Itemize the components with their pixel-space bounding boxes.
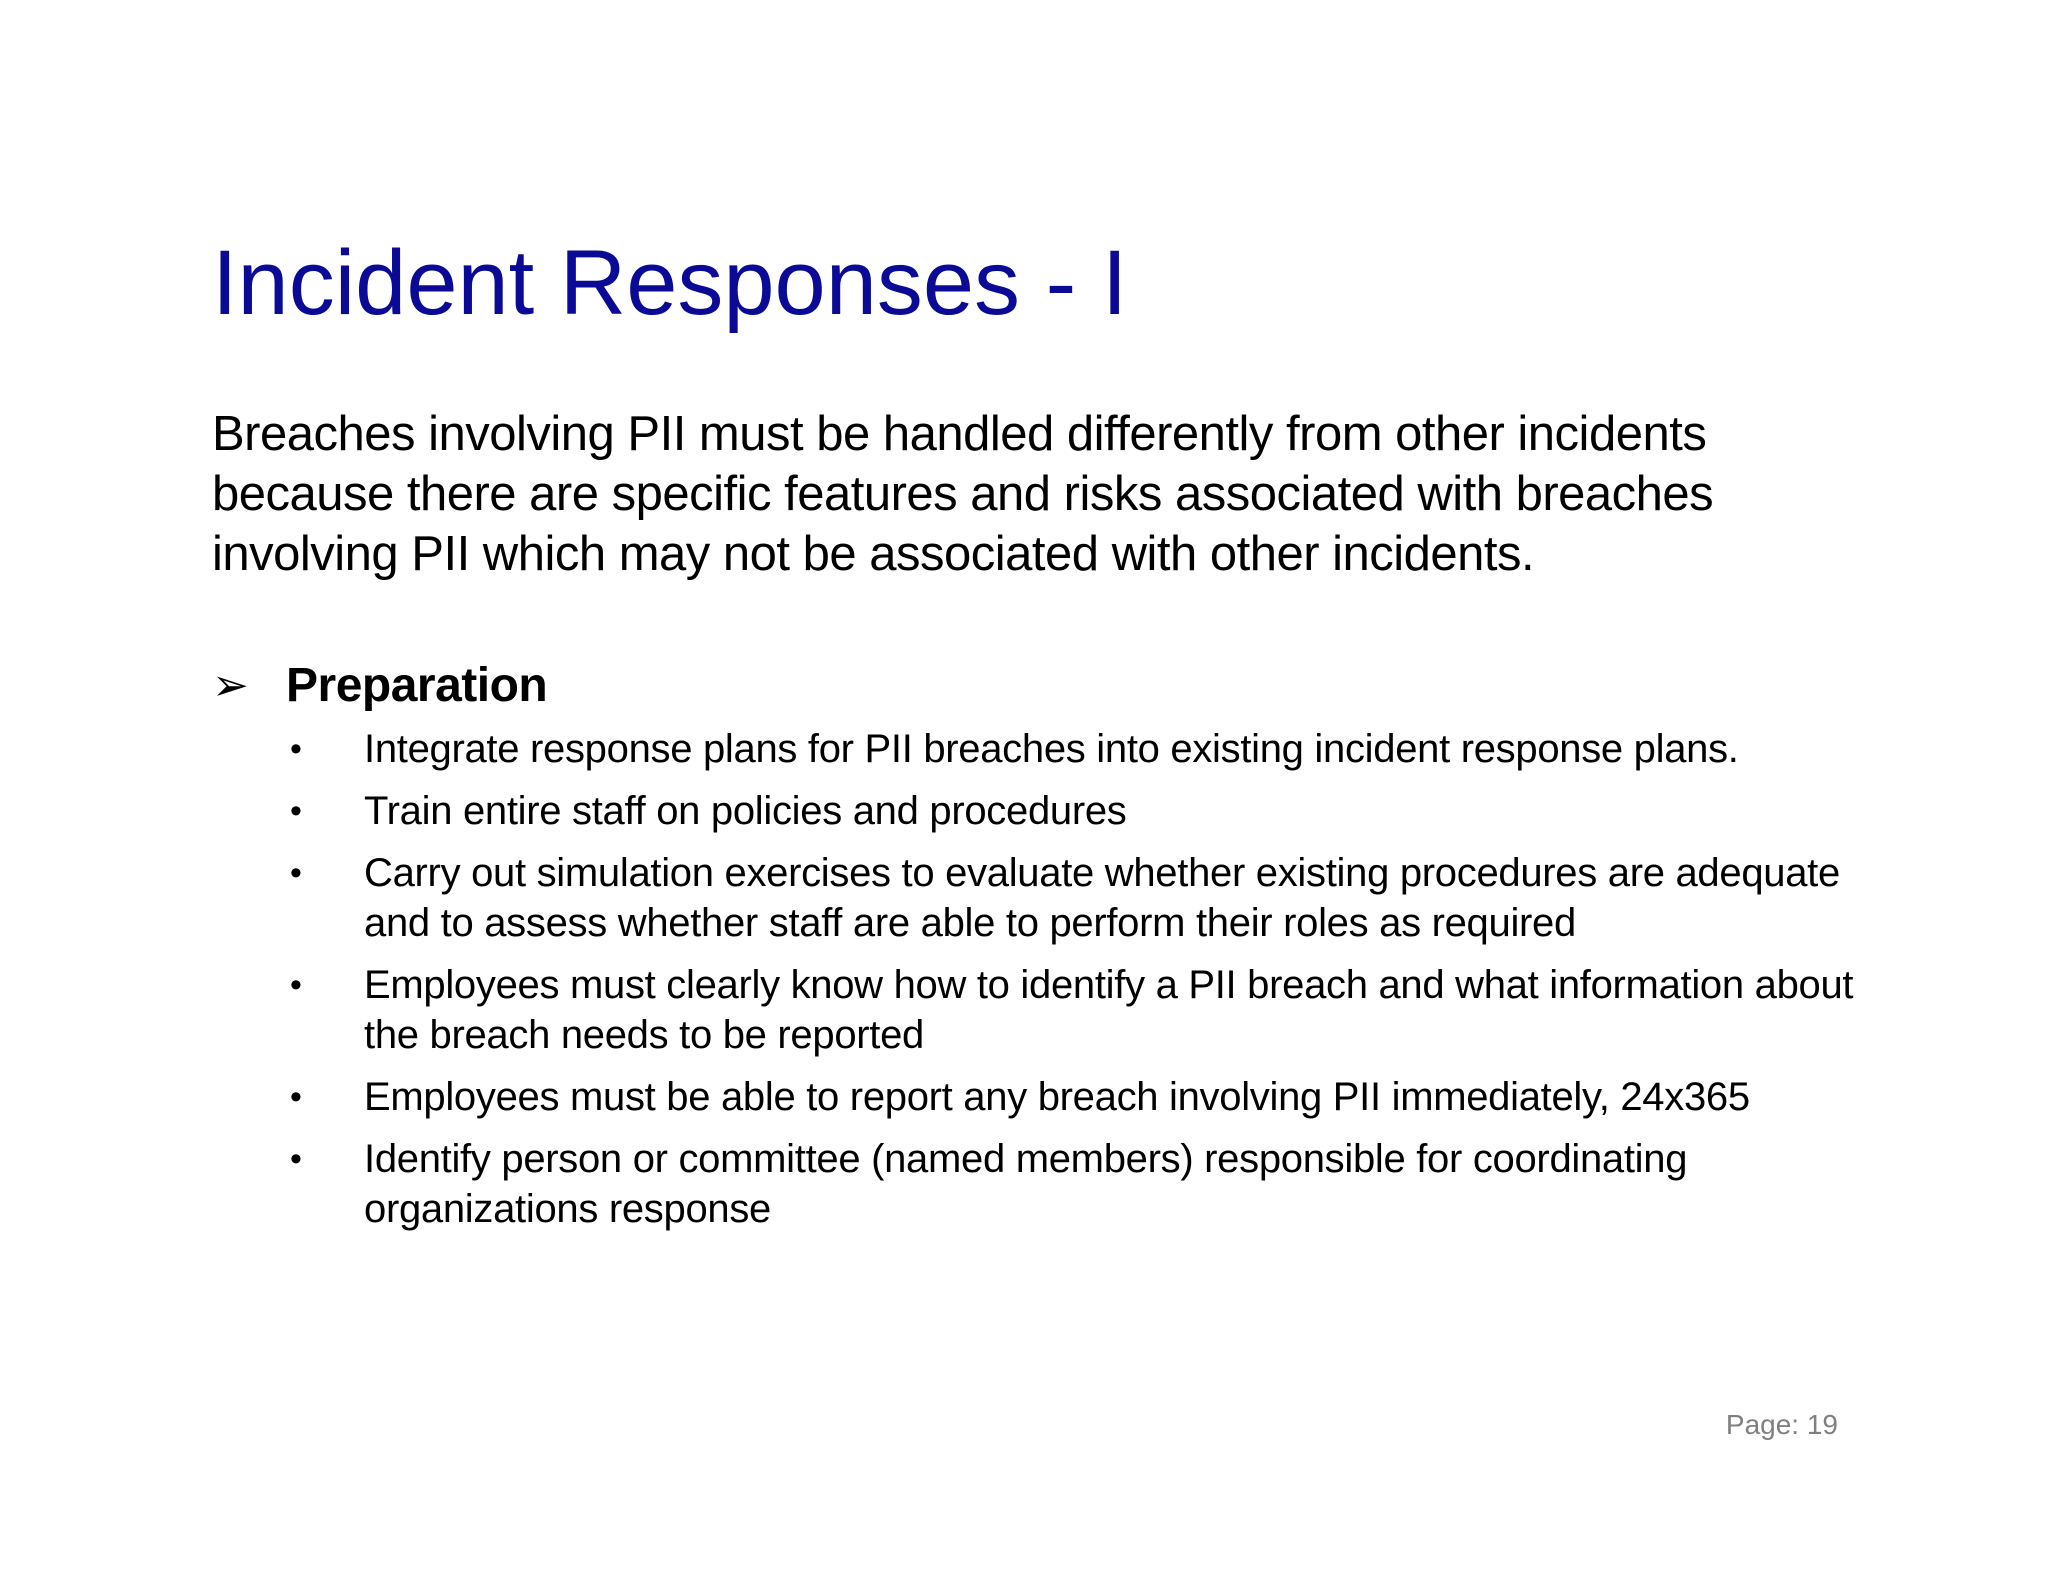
list-item [212, 1134, 1872, 1234]
intro-paragraph: Breaches involving PII must be handled differently from other incidents because there are specific features and risks associated with breaches involving PII which may not be associated with other incidents. [212, 407, 1714, 581]
round-bullet-icon: • [290, 1078, 302, 1116]
list-item [212, 1072, 1872, 1122]
list-item-text: Integrate response plans for PII breaches into existing incident response plans. [364, 727, 1739, 771]
list-item [212, 848, 1872, 948]
list-item [212, 724, 1872, 774]
bullet-list [212, 724, 1872, 1234]
preparation-section [212, 654, 1872, 1246]
round-bullet-icon: • [290, 730, 302, 768]
list-item [212, 960, 1872, 1060]
arrowhead-bullet-icon: ➢ [212, 661, 249, 710]
list-item-text: Train entire staff on policies and procedures [364, 789, 1127, 833]
round-bullet-icon: • [290, 792, 302, 830]
list-item [212, 786, 1872, 836]
round-bullet-icon: • [290, 854, 302, 892]
list-item-text: Employees must be able to report any breach involving PII immediately, 24x365 [364, 1075, 1750, 1119]
list-item-text: Employees must clearly know how to identify a PII breach and what information about the breach needs to be reported [364, 963, 1854, 1057]
section-heading [212, 654, 1872, 718]
round-bullet-icon: • [290, 1140, 302, 1178]
round-bullet-icon: • [290, 966, 302, 1004]
list-item-text: Identify person or committee (named members) responsible for coordinating organizations response [364, 1137, 1688, 1231]
page-number: Page: 19 [1725, 1409, 1838, 1440]
list-item-text: Carry out simulation exercises to evaluate whether existing procedures are adequate and to assess whether staff are able to perform their roles as required [364, 851, 1840, 945]
slide-title: Incident Responses - I [212, 232, 1128, 334]
section-heading-text: Preparation [286, 659, 548, 712]
